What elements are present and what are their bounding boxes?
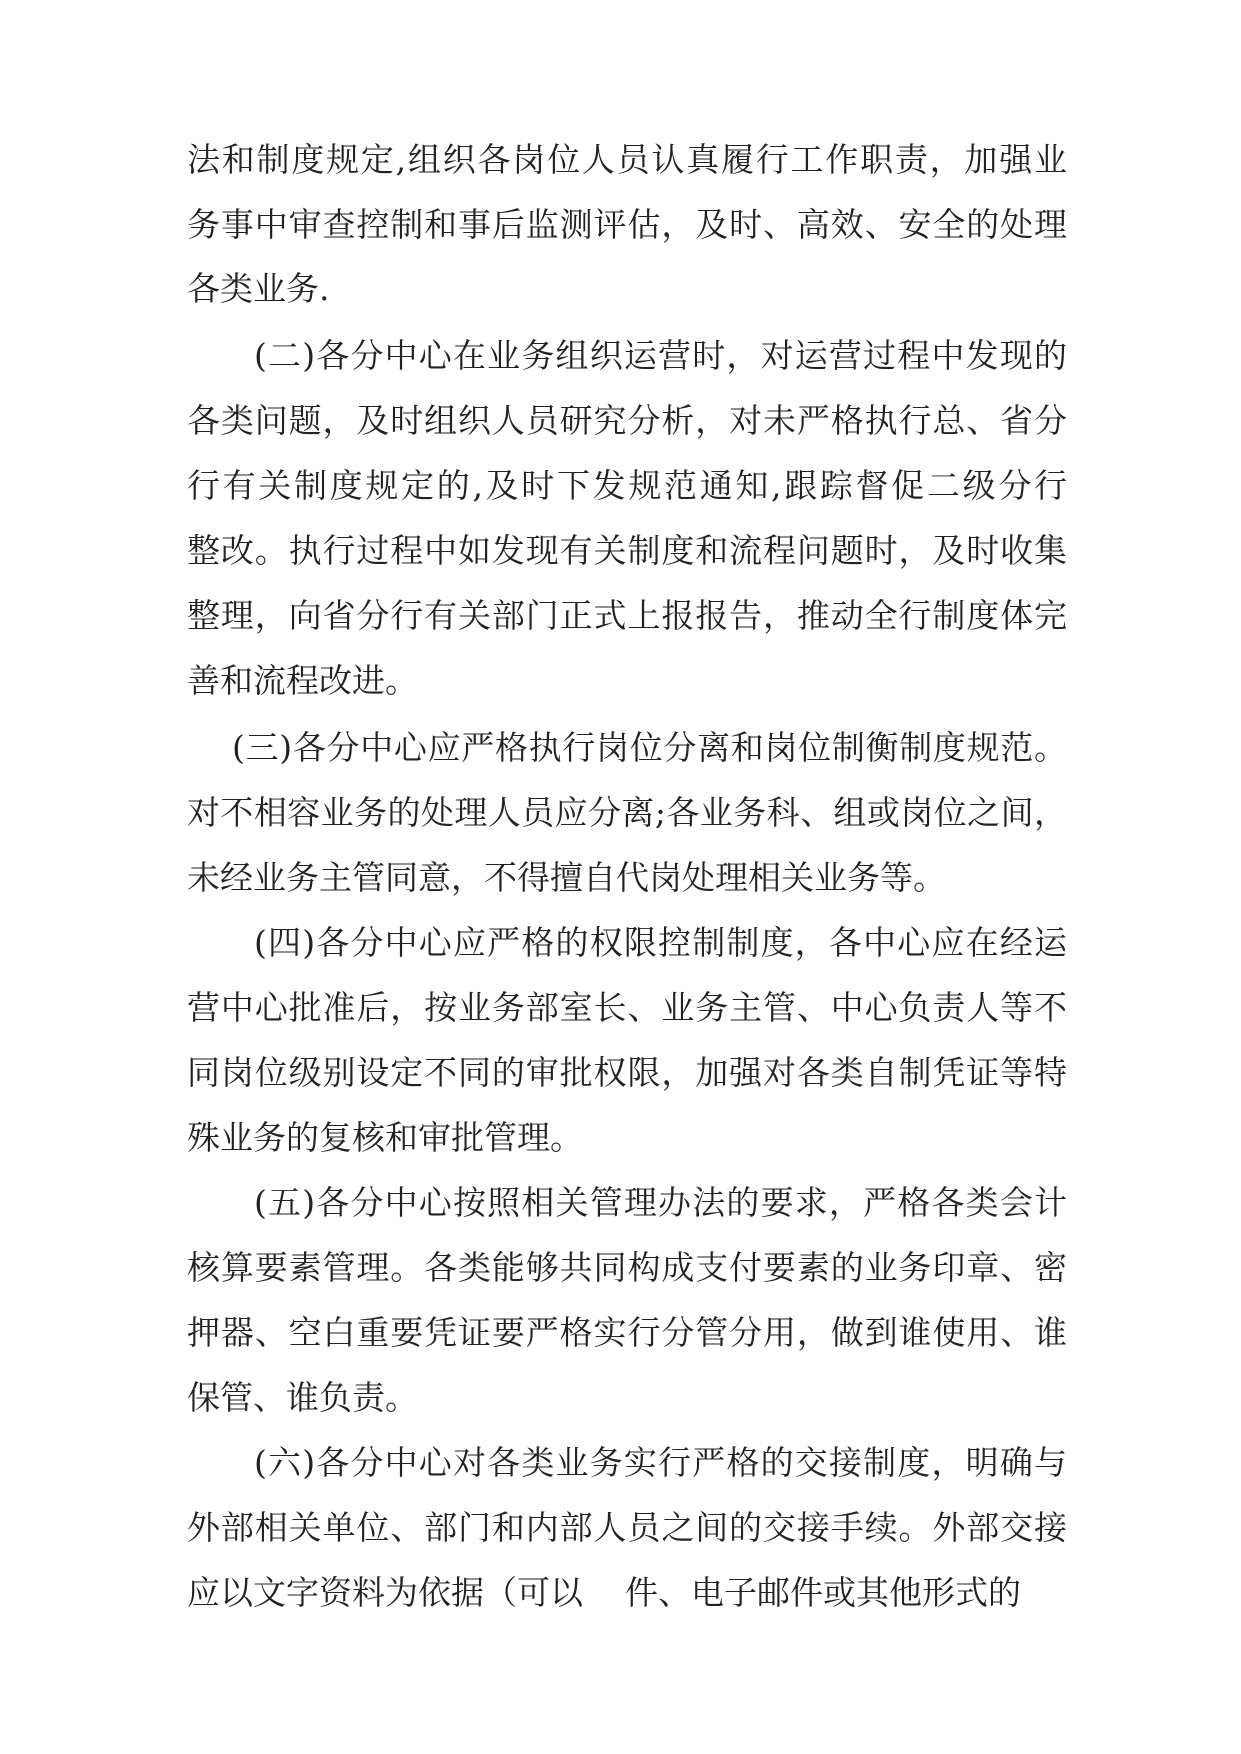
text-line: 行有关制度规定的,及时下发规范通知,跟踪督促二级分行 [187,466,1067,505]
text-line: 同岗位级别设定不同的审批权限，加强对各类自制凭证等特 [187,1053,1067,1092]
text-line: 殊业务的复核和审批管理。 [187,1118,583,1157]
text-line: 外部相关单位、部门和内部人员之间的交接手续。外部交接 [187,1508,1067,1547]
text-line: 整理，向省分行有关部门正式上报报告，推动全行制度体完 [187,596,1067,635]
text-line: 务事中审查控制和事后监测评估，及时、高效、安全的处理 [187,205,1067,244]
text-line-with-gap [187,1567,1067,1619]
paragraph-first-line: (二)各分中心在业务组织运营时，对运营过程中发现的 [254,336,1067,375]
text-segment: 件、电子邮件或其他形式的 [625,1573,1021,1612]
text-line: 保管、谁负责。 [187,1378,418,1417]
text-line: 各类业务. [187,269,330,308]
paragraph-first-line: (三)各分中心应严格执行岗位分离和岗位制衡制度规范。 [232,728,1067,767]
paragraph-first-line: (五)各分中心按照相关管理办法的要求，严格各类会计 [254,1183,1067,1222]
text-line: 未经业务主管同意，不得擅自代岗处理相关业务等。 [187,858,946,897]
text-line: 核算要素管理。各类能够共同构成支付要素的业务印章、密 [187,1248,1067,1287]
paragraph-first-line: (四)各分中心应严格的权限控制制度，各中心应在经运 [254,923,1067,962]
text-line: 各类问题，及时组织人员研究分析，对未严格执行总、省分 [187,401,1067,440]
paragraph-first-line: (六)各分中心对各类业务实行严格的交接制度，明确与 [254,1443,1067,1482]
text-line: 对不相容业务的处理人员应分离;各业务科、组或岗位之间， [187,793,1067,832]
text-line: 善和流程改进。 [187,661,418,700]
text-line: 营中心批准后，按业务部室长、业务主管、中心负责人等不 [187,988,1067,1027]
text-line: 整改。执行过程中如发现有关制度和流程问题时，及时收集 [187,531,1067,570]
text-line: 押器、空白重要凭证要严格实行分管分用，做到谁使用、谁 [187,1313,1067,1352]
text-line: 法和制度规定,组织各岗位人员认真履行工作职责，加强业 [187,140,1067,179]
text-segment: 应以文字资料为依据（可以 [187,1573,583,1612]
